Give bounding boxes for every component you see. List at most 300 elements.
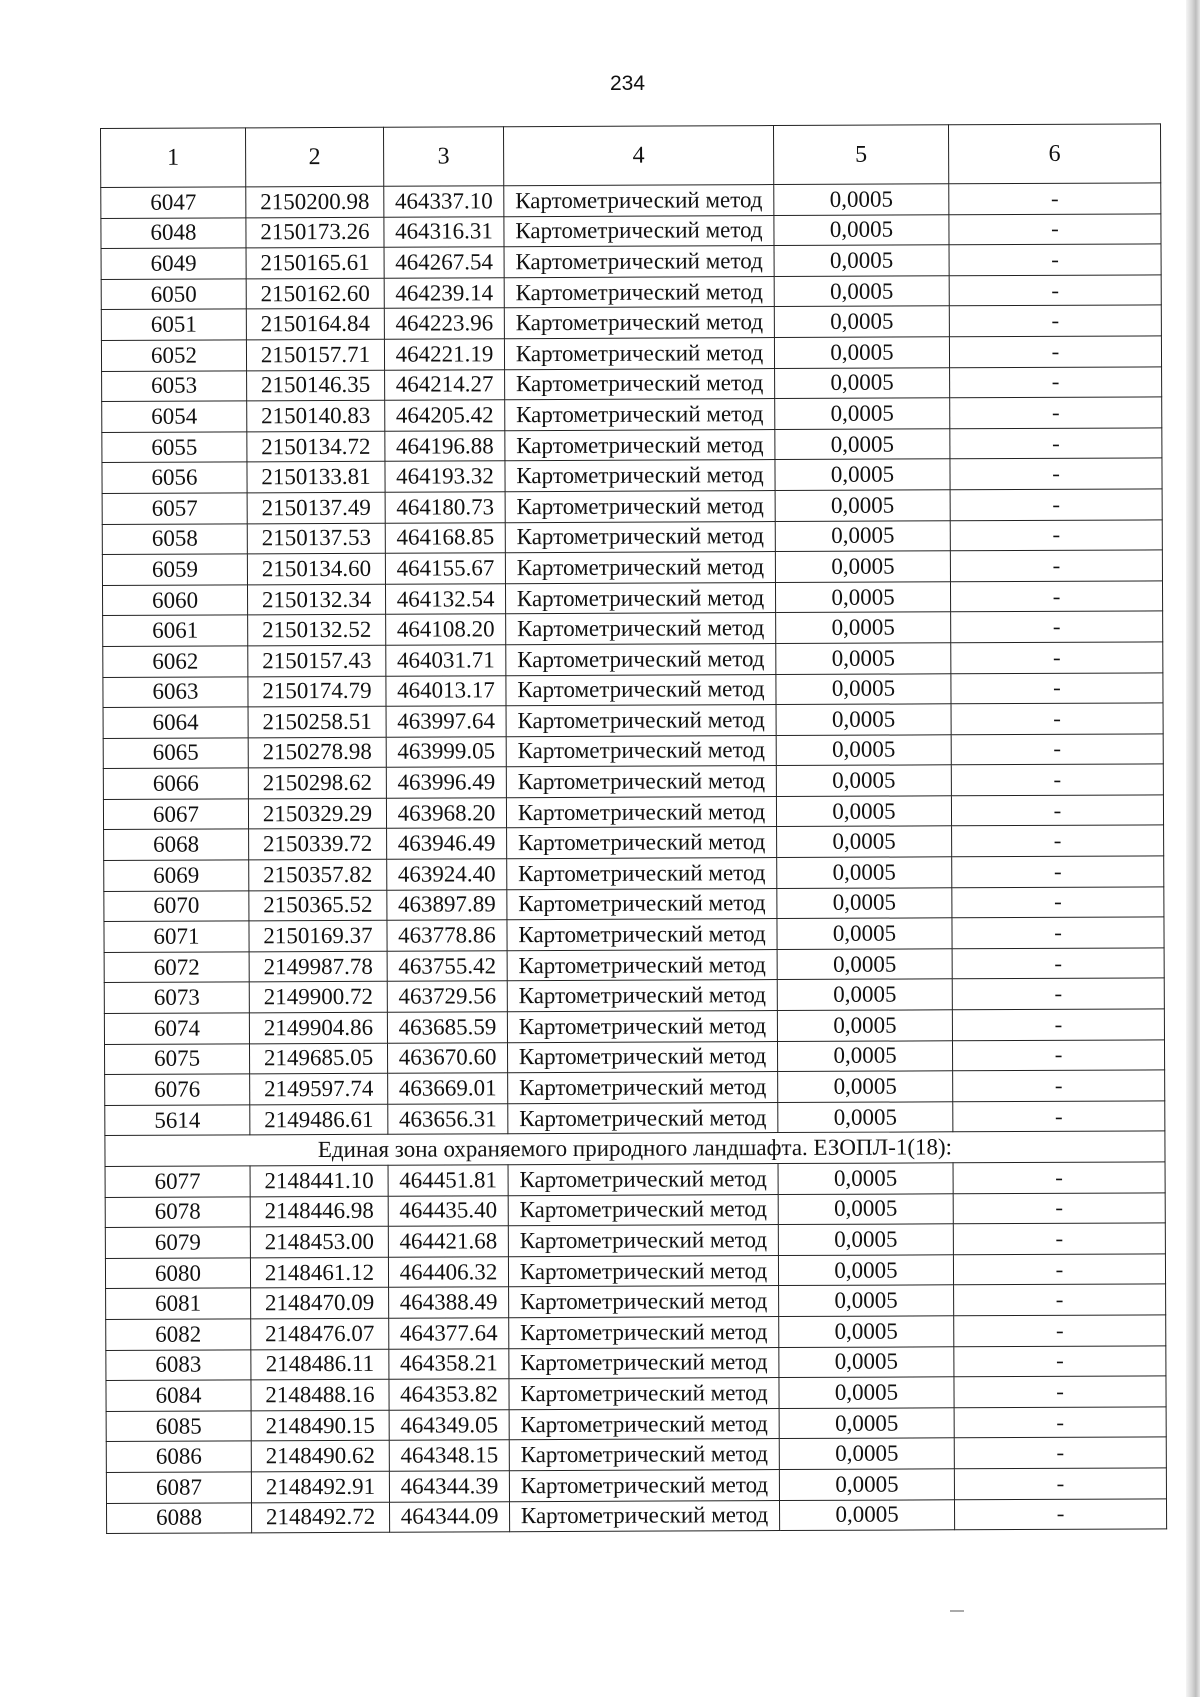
cell-y-coordinate: 463778.86 [387,920,507,951]
table-header [101,124,1161,188]
cell-point-number: 6069 [104,860,249,891]
cell-note: - [951,703,1163,735]
cell-method: Картометрический метод [505,552,775,584]
cell-method: Картометрический метод [506,705,776,737]
cell-method: Картометрический метод [504,215,774,247]
cell-note: - [952,856,1164,888]
table-row [106,1345,1166,1380]
cell-note: - [954,1407,1166,1439]
table-row [104,1039,1164,1074]
cell-point-number: 6049 [101,248,246,279]
cell-x-coordinate: 2150157.43 [248,645,386,676]
table-row [101,275,1161,310]
cell-accuracy: 0,0005 [774,214,949,245]
cell-method: Картометрический метод [508,1164,778,1196]
cell-method: Картометрический метод [506,766,776,798]
cell-y-coordinate: 464349.05 [389,1409,509,1440]
table-row [105,1162,1165,1197]
cell-accuracy: 0,0005 [777,826,952,857]
cell-point-number: 6055 [102,432,247,463]
cell-method: Картометрический метод [509,1378,779,1410]
cell-point-number: 6047 [101,187,246,218]
table-row [104,1009,1164,1044]
cell-x-coordinate: 2148453.00 [250,1226,388,1257]
cell-accuracy: 0,0005 [775,367,950,398]
cell-point-number: 6059 [102,554,247,585]
cell-note: - [949,336,1161,368]
cell-note: - [952,887,1164,919]
cell-method: Картометрический метод [504,307,774,339]
table-row [101,213,1161,248]
cell-x-coordinate: 2148492.72 [251,1502,389,1533]
column-header-3: 3 [383,127,503,187]
cell-x-coordinate: 2149987.78 [249,951,387,982]
scanned-page-edge [1186,0,1200,1697]
cell-x-coordinate: 2150165.61 [246,247,384,278]
cell-method: Картометрический метод [508,1225,778,1257]
cell-accuracy: 0,0005 [778,1163,953,1194]
cell-method: Картометрический метод [508,1072,778,1104]
cell-method: Картометрический метод [508,1194,778,1226]
cell-point-number: 6082 [106,1319,251,1350]
cell-point-number: 6060 [102,585,247,616]
cell-y-coordinate: 464196.88 [385,430,505,461]
cell-y-coordinate: 464344.39 [389,1471,509,1502]
cell-note: - [953,1070,1165,1102]
cell-point-number: 6080 [105,1258,250,1289]
cell-x-coordinate: 2150200.98 [246,186,384,217]
cell-x-coordinate: 2150146.35 [247,370,385,401]
table-body [101,183,1167,1534]
cell-x-coordinate: 2150140.83 [247,400,385,431]
cell-note: - [951,734,1163,766]
cell-method: Картометрический метод [506,735,776,767]
cell-x-coordinate: 2148476.07 [251,1318,389,1349]
cell-point-number: 6056 [102,462,247,493]
table-row [103,764,1163,799]
section-title: Единая зона охраняемого природного ландшафта. ЕЗОПЛ-1(18): [105,1131,1165,1166]
cell-note: - [954,1437,1166,1469]
cell-point-number: 6051 [101,309,246,340]
cell-y-coordinate: 463997.64 [386,706,506,737]
cell-point-number: 6087 [106,1472,251,1503]
cell-method: Картометрический метод [505,490,775,522]
cell-method: Картометрический метод [505,582,775,614]
cell-y-coordinate: 464377.64 [389,1318,509,1349]
cell-x-coordinate: 2150134.72 [247,431,385,462]
cell-x-coordinate: 2150357.82 [249,859,387,890]
cell-note: - [952,1039,1164,1071]
cell-method: Картометрический метод [507,1011,777,1043]
header-row [101,124,1161,188]
column-header-5: 5 [773,125,948,185]
cell-method: Картометрический метод [506,674,776,706]
table-row [106,1315,1166,1350]
cell-note: - [954,1345,1166,1377]
cell-method: Картометрический метод [507,919,777,951]
cell-y-coordinate: 464168.85 [385,522,505,553]
table-row [102,519,1162,554]
scan-mark [950,1610,964,1612]
table-row [101,305,1161,340]
cell-accuracy: 0,0005 [779,1408,954,1439]
cell-point-number: 6081 [106,1288,251,1319]
cell-accuracy: 0,0005 [779,1316,954,1347]
cell-point-number: 6086 [106,1441,251,1472]
cell-accuracy: 0,0005 [776,734,951,765]
cell-note: - [954,1315,1166,1347]
cell-point-number: 6048 [101,217,246,248]
cell-method: Картометрический метод [509,1317,779,1349]
cell-method: Картометрический метод [509,1439,779,1471]
cell-x-coordinate: 2148441.10 [250,1165,388,1196]
cell-accuracy: 0,0005 [776,704,951,735]
coordinates-table [100,123,1167,1534]
cell-point-number: 6052 [101,340,246,371]
cell-accuracy: 0,0005 [775,490,950,521]
cell-y-coordinate: 463729.56 [387,981,507,1012]
cell-accuracy: 0,0005 [775,398,950,429]
cell-note: - [954,1498,1166,1530]
cell-accuracy: 0,0005 [777,1010,952,1041]
cell-y-coordinate: 463968.20 [386,798,506,829]
cell-y-coordinate: 464214.27 [385,369,505,400]
cell-note: - [950,366,1162,398]
cell-note: - [951,764,1163,796]
cell-point-number: 6083 [106,1349,251,1380]
cell-method: Картометрический метод [504,276,774,308]
cell-accuracy: 0,0005 [779,1438,954,1469]
cell-method: Картометрический метод [505,521,775,553]
cell-accuracy: 0,0005 [777,949,952,980]
cell-accuracy: 0,0005 [779,1499,954,1530]
table-row [104,978,1164,1013]
column-header-2: 2 [246,127,384,187]
cell-accuracy: 0,0005 [774,245,949,276]
cell-y-coordinate: 464132.54 [385,583,505,614]
cell-note: - [953,1192,1165,1224]
cell-note: - [953,1254,1165,1286]
cell-point-number: 6078 [105,1196,250,1227]
cell-note: - [952,948,1164,980]
cell-x-coordinate: 2150162.60 [246,278,384,309]
cell-method: Картометрический метод [504,246,774,278]
cell-x-coordinate: 2150174.79 [248,676,386,707]
cell-note: - [949,183,1161,215]
cell-note: - [950,519,1162,551]
cell-method: Картометрический метод [509,1286,779,1318]
cell-x-coordinate: 2149486.61 [250,1104,388,1135]
cell-note: - [950,489,1162,521]
cell-x-coordinate: 2148492.91 [251,1471,389,1502]
cell-point-number: 6073 [104,982,249,1013]
cell-method: Картометрический метод [507,980,777,1012]
table-row [106,1498,1166,1533]
cell-x-coordinate: 2150298.62 [248,768,386,799]
cell-point-number: 6076 [105,1074,250,1105]
cell-method: Картометрический метод [509,1500,779,1532]
cell-method: Картометрический метод [506,796,776,828]
cell-accuracy: 0,0005 [775,551,950,582]
cell-x-coordinate: 2150133.81 [247,462,385,493]
cell-method: Картометрический метод [505,429,775,461]
cell-accuracy: 0,0005 [774,337,949,368]
table-row [102,397,1162,432]
cell-y-coordinate: 463685.59 [387,1012,507,1043]
cell-point-number: 6066 [103,768,248,799]
cell-note: - [953,1101,1165,1133]
cell-x-coordinate: 2149904.86 [249,1012,387,1043]
cell-method: Картометрический метод [507,1041,777,1073]
cell-method: Картометрический метод [504,185,774,217]
cell-accuracy: 0,0005 [776,643,951,674]
table-row [103,734,1163,769]
table-row [105,1223,1165,1258]
cell-y-coordinate: 464344.09 [389,1501,509,1532]
cell-note: - [949,213,1161,245]
cell-point-number: 6063 [103,676,248,707]
cell-accuracy: 0,0005 [775,459,950,490]
cell-y-coordinate: 463755.42 [387,951,507,982]
cell-method: Картометрический метод [506,613,776,645]
cell-accuracy: 0,0005 [779,1346,954,1377]
cell-y-coordinate: 464316.31 [384,216,504,247]
cell-y-coordinate: 464180.73 [385,492,505,523]
cell-y-coordinate: 464451.81 [388,1165,508,1196]
table-row [105,1254,1165,1289]
cell-point-number: 6084 [106,1380,251,1411]
cell-note: - [953,1223,1165,1255]
cell-accuracy: 0,0005 [776,796,951,827]
cell-accuracy: 0,0005 [776,765,951,796]
cell-point-number: 6053 [102,370,247,401]
cell-point-number: 6085 [106,1411,251,1442]
cell-note: - [954,1284,1166,1316]
cell-point-number: 6072 [104,952,249,983]
cell-x-coordinate: 2148470.09 [251,1288,389,1319]
cell-method: Картометрический метод [507,827,777,859]
cell-method: Картометрический метод [509,1347,779,1379]
cell-accuracy: 0,0005 [775,429,950,460]
cell-point-number: 6064 [103,707,248,738]
table-row [104,825,1164,860]
cell-x-coordinate: 2150169.37 [249,921,387,952]
cell-method: Картометрический метод [507,858,777,890]
cell-point-number: 6065 [103,738,248,769]
cell-y-coordinate: 464421.68 [388,1226,508,1257]
cell-y-coordinate: 464013.17 [386,675,506,706]
cell-method: Картометрический метод [506,643,776,675]
cell-point-number: 6061 [103,615,248,646]
table-row [102,366,1162,401]
table-row [106,1468,1166,1503]
cell-point-number: 6050 [101,279,246,310]
table-row [104,887,1164,922]
cell-method: Картометрический метод [509,1408,779,1440]
table-row [102,581,1162,616]
cell-method: Картометрический метод [507,888,777,920]
cell-note: - [952,917,1164,949]
cell-y-coordinate: 464388.49 [389,1287,509,1318]
cell-point-number: 6088 [106,1502,251,1533]
table-row [103,642,1163,677]
page-number: 234 [609,72,646,95]
cell-point-number: 6062 [103,646,248,677]
cell-point-number: 6074 [104,1013,249,1044]
cell-accuracy: 0,0005 [777,1040,952,1071]
cell-y-coordinate: 464435.40 [388,1195,508,1226]
cell-accuracy: 0,0005 [774,184,949,215]
table-row [104,917,1164,952]
cell-y-coordinate: 464221.19 [384,339,504,370]
cell-note: - [954,1376,1166,1408]
cell-note: - [950,397,1162,429]
table-row [102,489,1162,524]
cell-point-number: 6079 [105,1227,250,1258]
cell-accuracy: 0,0005 [776,612,951,643]
cell-y-coordinate: 464406.32 [388,1257,508,1288]
cell-method: Картометрический метод [504,338,774,370]
cell-x-coordinate: 2150278.98 [248,737,386,768]
cell-accuracy: 0,0005 [774,306,949,337]
cell-x-coordinate: 2150329.29 [248,798,386,829]
cell-y-coordinate: 463999.05 [386,736,506,767]
cell-y-coordinate: 463897.89 [387,889,507,920]
cell-accuracy: 0,0005 [779,1377,954,1408]
cell-point-number: 6068 [104,829,249,860]
cell-note: - [950,428,1162,460]
table-row [104,856,1164,891]
cell-note: - [950,581,1162,613]
table-row [102,550,1162,585]
cell-accuracy: 0,0005 [775,520,950,551]
cell-x-coordinate: 2150365.52 [249,890,387,921]
cell-x-coordinate: 2148490.15 [251,1410,389,1441]
cell-accuracy: 0,0005 [777,857,952,888]
table-row [101,336,1161,371]
cell-accuracy: 0,0005 [775,582,950,613]
cell-note: - [952,978,1164,1010]
table-row [106,1437,1166,1472]
cell-method: Картометрический метод [508,1255,778,1287]
cell-accuracy: 0,0005 [777,918,952,949]
cell-y-coordinate: 464239.14 [384,278,504,309]
cell-x-coordinate: 2149597.74 [250,1073,388,1104]
cell-accuracy: 0,0005 [776,673,951,704]
cell-x-coordinate: 2148488.16 [251,1379,389,1410]
cell-note: - [954,1468,1166,1500]
table-row [106,1284,1166,1319]
cell-x-coordinate: 2148461.12 [250,1257,388,1288]
cell-point-number: 6071 [104,921,249,952]
section-row [105,1131,1165,1166]
table-row [101,244,1161,279]
cell-x-coordinate: 2150173.26 [246,217,384,248]
cell-point-number: 5614 [105,1105,250,1136]
cell-note: - [950,550,1162,582]
cell-note: - [950,458,1162,490]
table-row [102,458,1162,493]
cell-x-coordinate: 2150137.49 [247,492,385,523]
cell-y-coordinate: 463656.31 [388,1104,508,1135]
cell-note: - [949,305,1161,337]
cell-method: Картометрический метод [508,1102,778,1134]
cell-x-coordinate: 2150132.52 [248,615,386,646]
cell-y-coordinate: 463924.40 [387,859,507,890]
cell-y-coordinate: 464348.15 [389,1440,509,1471]
cell-method: Картометрический метод [509,1469,779,1501]
cell-x-coordinate: 2150134.60 [247,553,385,584]
cell-accuracy: 0,0005 [778,1071,953,1102]
cell-x-coordinate: 2150258.51 [248,706,386,737]
cell-y-coordinate: 464193.32 [385,461,505,492]
cell-point-number: 6070 [104,891,249,922]
cell-note: - [952,825,1164,857]
column-header-6: 6 [948,124,1160,184]
cell-method: Картометрический метод [505,399,775,431]
table-row [106,1376,1166,1411]
column-header-1: 1 [101,128,246,188]
cell-point-number: 6058 [102,523,247,554]
cell-method: Картометрический метод [505,368,775,400]
cell-note: - [949,275,1161,307]
cell-accuracy: 0,0005 [778,1224,953,1255]
cell-x-coordinate: 2150132.34 [247,584,385,615]
cell-y-coordinate: 463946.49 [387,828,507,859]
cell-point-number: 6075 [104,1043,249,1074]
table-row [106,1407,1166,1442]
cell-accuracy: 0,0005 [779,1285,954,1316]
cell-point-number: 6067 [103,799,248,830]
cell-y-coordinate: 464358.21 [389,1348,509,1379]
cell-method: Картометрический метод [507,949,777,981]
cell-accuracy: 0,0005 [774,276,949,307]
table-row [104,948,1164,983]
column-header-4: 4 [503,126,773,186]
cell-accuracy: 0,0005 [778,1255,953,1286]
cell-y-coordinate: 464205.42 [385,400,505,431]
cell-y-coordinate: 463996.49 [386,767,506,798]
table-row [105,1192,1165,1227]
cell-accuracy: 0,0005 [779,1469,954,1500]
table-row [101,183,1161,218]
cell-note: - [952,1009,1164,1041]
cell-x-coordinate: 2150157.71 [246,339,384,370]
cell-note: - [953,1162,1165,1194]
cell-point-number: 6054 [102,401,247,432]
cell-x-coordinate: 2150164.84 [246,309,384,340]
cell-y-coordinate: 464031.71 [386,645,506,676]
table-row [103,795,1163,830]
cell-y-coordinate: 464223.96 [384,308,504,339]
cell-x-coordinate: 2148490.62 [251,1441,389,1472]
cell-x-coordinate: 2149685.05 [249,1043,387,1074]
table-row [103,703,1163,738]
cell-y-coordinate: 463670.60 [387,1042,507,1073]
cell-x-coordinate: 2150137.53 [247,523,385,554]
cell-y-coordinate: 463669.01 [388,1073,508,1104]
cell-y-coordinate: 464155.67 [385,553,505,584]
cell-point-number: 6077 [105,1166,250,1197]
cell-x-coordinate: 2149900.72 [249,982,387,1013]
table-row [105,1101,1165,1136]
cell-x-coordinate: 2150339.72 [249,829,387,860]
cell-y-coordinate: 464108.20 [386,614,506,645]
table-row [103,611,1163,646]
cell-note: - [951,611,1163,643]
cell-y-coordinate: 464353.82 [389,1379,509,1410]
cell-x-coordinate: 2148486.11 [251,1349,389,1380]
